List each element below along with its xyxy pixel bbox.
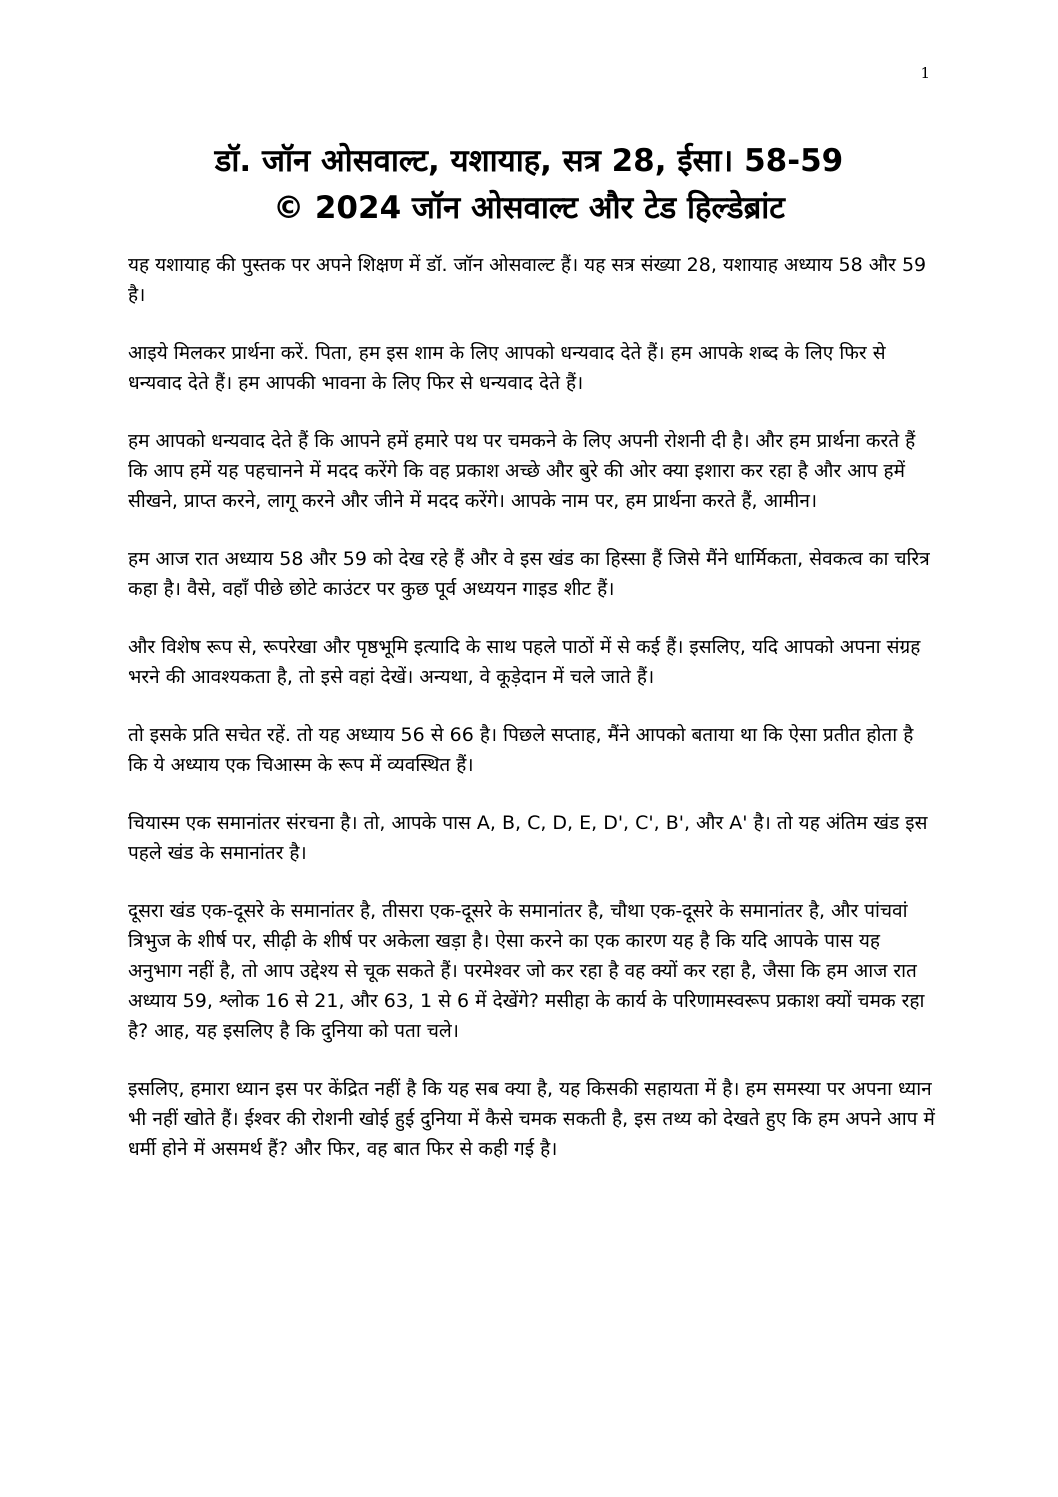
- paragraph-intro: यह यशायाह की पुस्तक पर अपने शिक्षण में डॉ. जॉन ओसवाल्ट हैं। यह सत्र संख्या 28, यशायाह अध्याय 58 और 59 है।: [128, 254, 927, 306]
- document-title: [100, 138, 958, 232]
- title-line-1: डॉ. जॉन ओसवाल्ट, यशायाह, सत्र 28, ईसा। 58-59: [214, 143, 844, 179]
- paragraph-focus: इसलिए, हमारा ध्यान इस पर केंद्रित नहीं है कि यह सब क्या है, यह किसकी सहायता में है। हम समस्या पर अपना ध्यान भी नहीं खोते हैं। ईश्वर की रोशनी खोई हुई दुनिया में कैसे चमक सकती है, इस तथ्य को देखते हुए कि हम अपने आप में धर्मी होने में असमर्थ हैं? और फिर, वह बात फिर से कही गई है।: [128, 1078, 935, 1160]
- paragraph-chiasm-intro: तो इसके प्रति सचेत रहें. तो यह अध्याय 56 से 66 है। पिछले सप्ताह, मैंने आपको बताया था कि ऐसा प्रतीत होता है कि ये अध्याय एक चिआस्म के रूप में व्यवस्थित हैं।: [128, 724, 914, 776]
- paragraph-chapters: हम आज रात अध्याय 58 और 59 को देख रहे हैं और वे इस खंड का हिस्सा हैं जिसे मैंने धार्मिकता, सेवकत्व का चरित्र कहा है। वैसे, वहाँ पीछे छोटे काउंटर पर कुछ पूर्व अध्ययन गाइड शीट हैं।: [128, 548, 930, 600]
- paragraph-sections: दूसरा खंड एक-दूसरे के समानांतर है, तीसरा एक-दूसरे के समानांतर है, चौथा एक-दूसरे के समानांतर है, और पांचवां त्रिभुज के शीर्ष पर, सीढ़ी के शीर्ष पर अकेला खड़ा है। ऐसा करने का एक कारण यह है कि यदि आपके पास यह अनुभाग नहीं है, तो आप उद्देश्य से चूक सकते हैं। परमेश्वर जो कर रहा है वह क्यों कर रहा है, जैसा कि हम आज रात अध्याय 59, श्लोक 16 से 21, और 63, 1 से 6 में देखेंगे? मसीहा के कार्य के परिणामस्वरूप प्रकाश क्यों चमक रहा है? आह, यह इसलिए है कि दुनिया को पता चले।: [128, 900, 925, 1042]
- paragraph-prayer-1: आइये मिलकर प्रार्थना करें. पिता, हम इस शाम के लिए आपको धन्यवाद देते हैं। हम आपके शब्द के लिए फिर से धन्यवाद देते हैं। हम आपकी भावना के लिए फिर से धन्यवाद देते हैं।: [128, 342, 886, 394]
- document-body: [128, 250, 936, 1192]
- title-line-2: © 2024 जॉन ओसवाल्ट और टेड हिल्डेब्रांट: [273, 190, 785, 226]
- paragraph-outlines: और विशेष रूप से, रूपरेखा और पृष्ठभूमि इत्यादि के साथ पहले पाठों में से कई हैं। इसलिए, यदि आपको अपना संग्रह भरने की आवश्यकता है, तो इसे वहां देखें। अन्यथा, वे कूड़ेदान में चले जाते हैं।: [128, 636, 921, 688]
- paragraph-chiasm-structure: चियास्म एक समानांतर संरचना है। तो, आपके पास A, B, C, D, E, D', C', B', और A' है। तो यह अंतिम खंड इस पहले खंड के समानांतर है।: [128, 812, 928, 864]
- page-number: 1: [920, 64, 930, 82]
- paragraph-prayer-2: हम आपको धन्यवाद देते हैं कि आपने हमें हमारे पथ पर चमकने के लिए अपनी रोशनी दी है। और हम प्रार्थना करते हैं कि आप हमें यह पहचानने में मदद करेंगे कि वह प्रकाश अच्छे और बुरे की ओर क्या इशारा कर रहा है और आप हमें सीखने, प्राप्त करने, लागू करने और जीने में मदद करेंगे। आपके नाम पर, हम प्रार्थना करते हैं, आमीन।: [128, 430, 916, 512]
